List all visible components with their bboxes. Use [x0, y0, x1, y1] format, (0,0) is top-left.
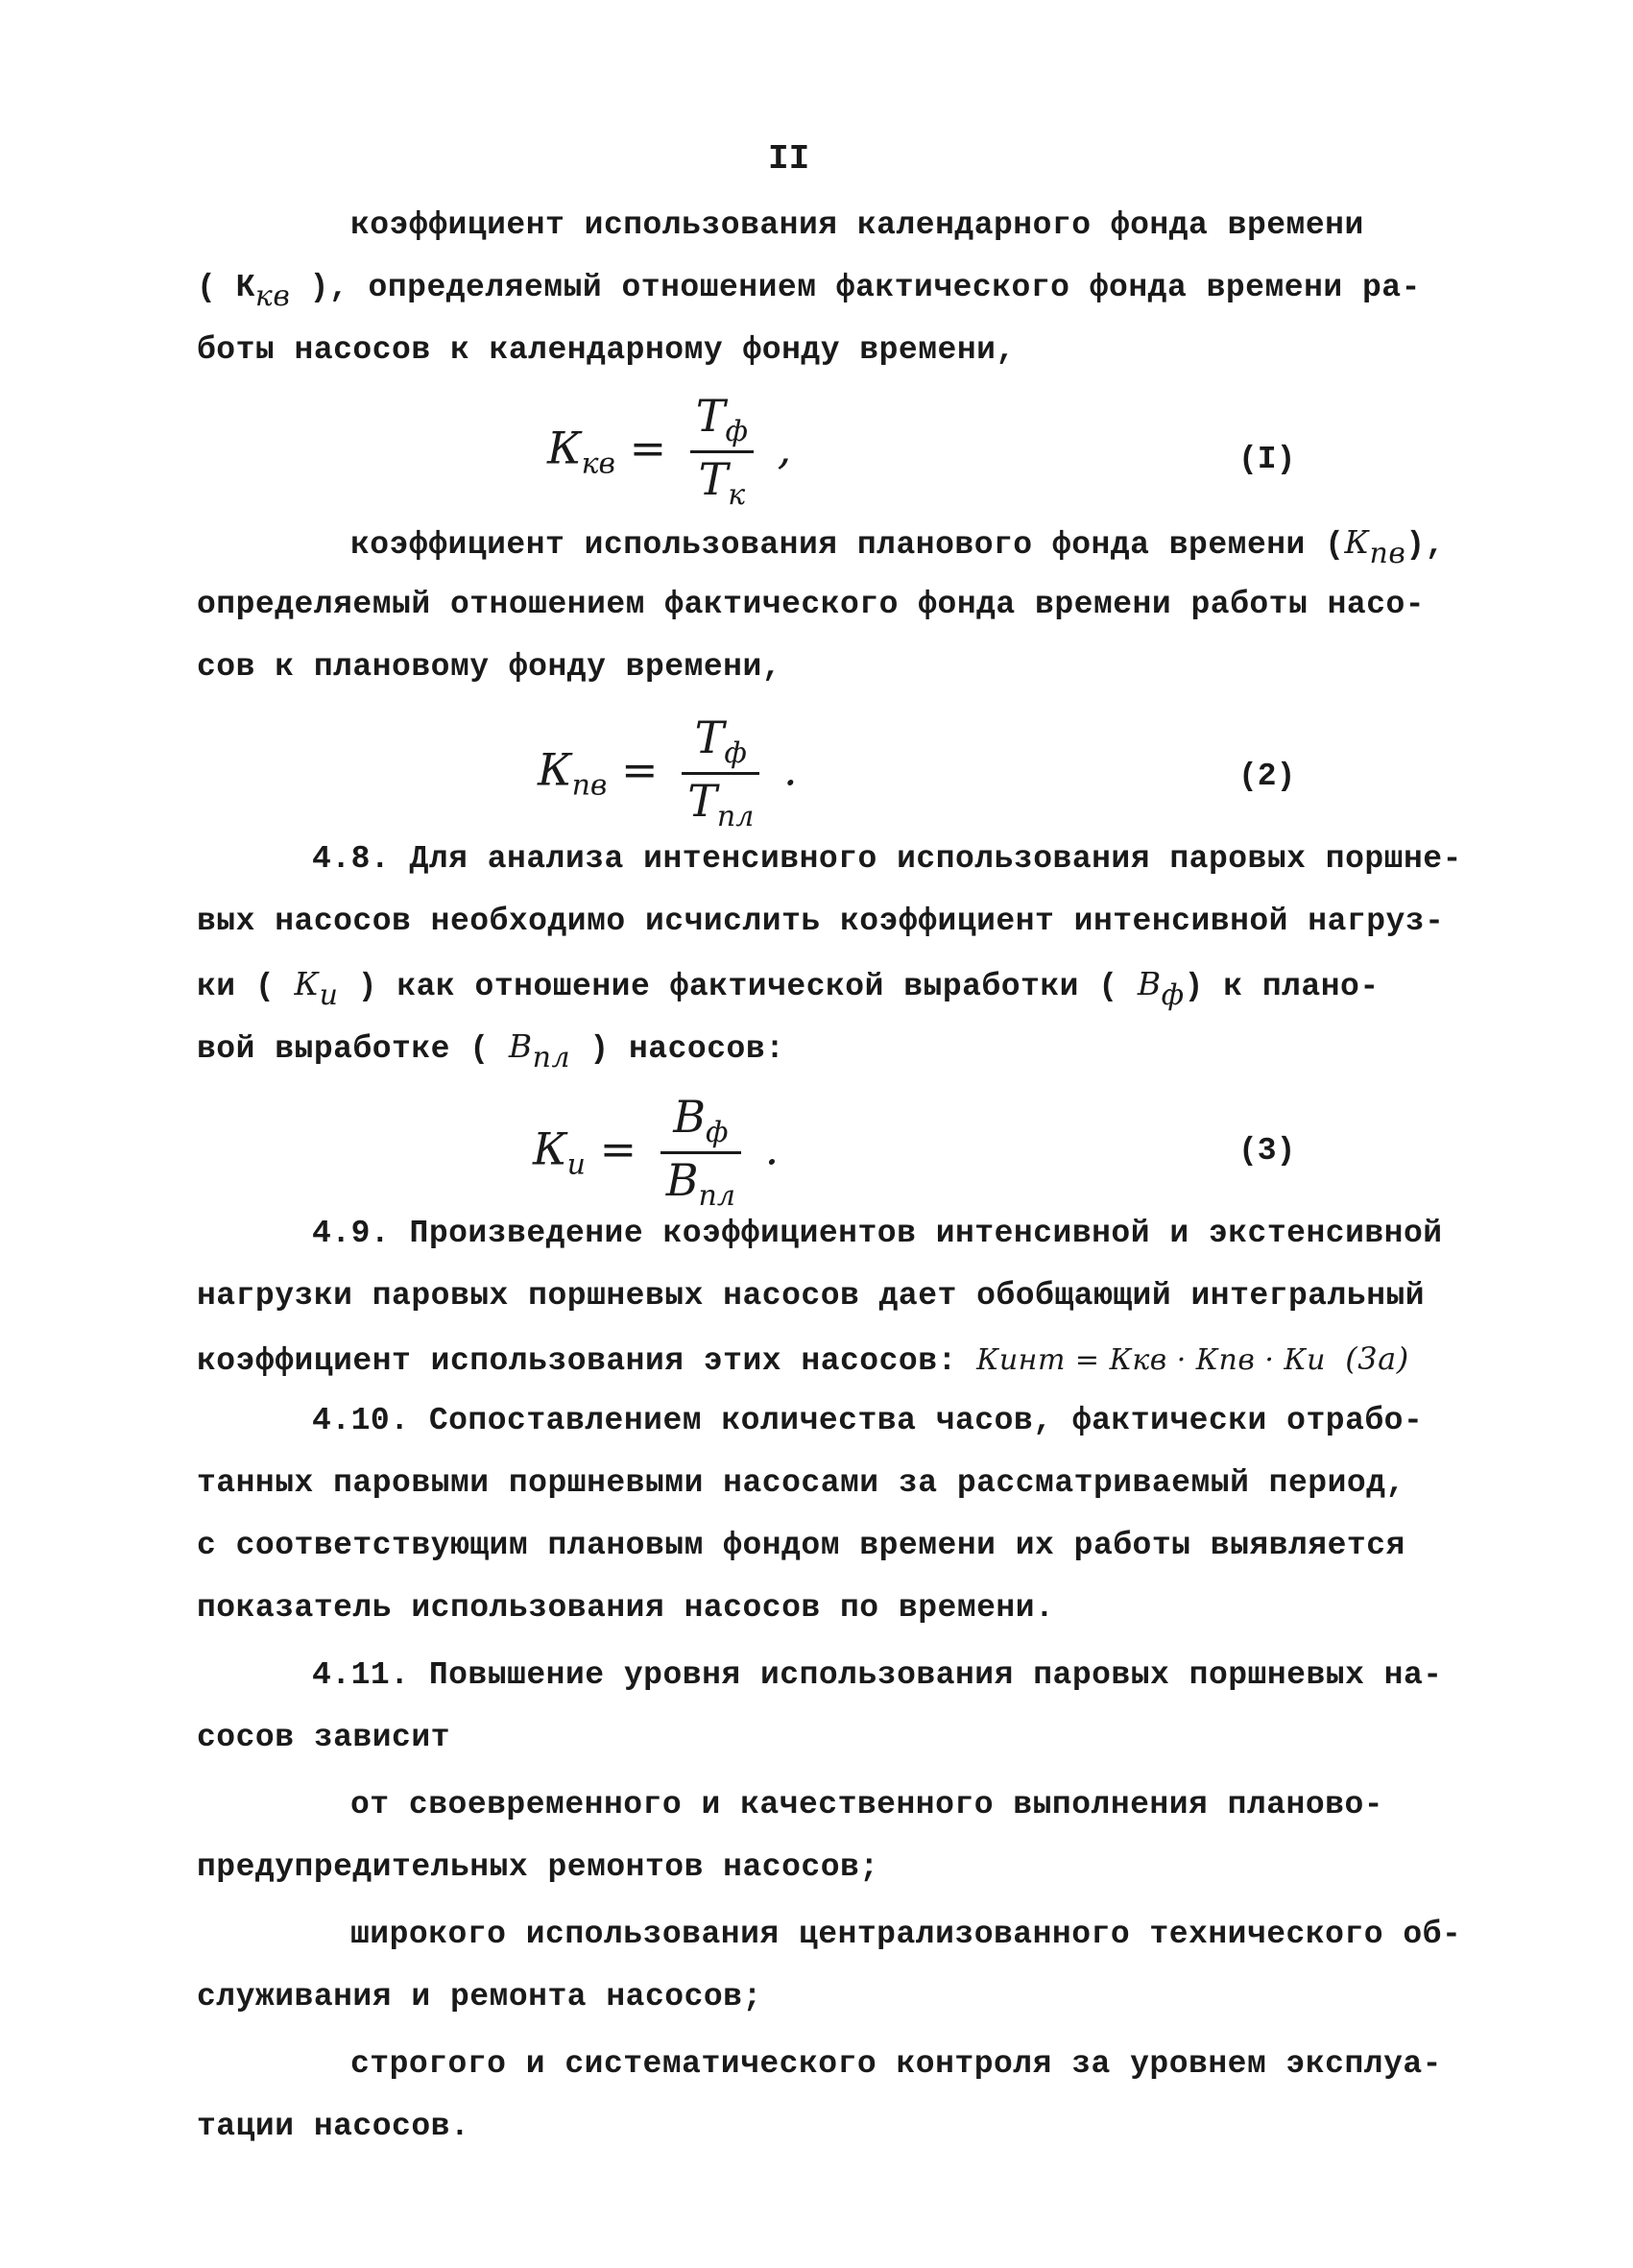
text-fragment: ), определяемый отношением фактического фонда времени ра-: [309, 270, 1421, 305]
formula-operator: =: [599, 1122, 637, 1175]
text-fragment: коэффициент использования планового фонда времени (: [350, 527, 1345, 563]
text-fragment: ( К: [197, 270, 255, 305]
text-fragment: кв: [254, 279, 291, 313]
formula-symbol: Т: [687, 775, 717, 827]
text-line: нагрузки паровых поршневых насосов дает обобщающий интегральный: [197, 1278, 1426, 1314]
formula-symbol: Т: [694, 712, 725, 763]
equation-number: (3): [1238, 1133, 1296, 1169]
fraction-numerator: [690, 390, 754, 453]
formula-punct: ,: [777, 422, 792, 474]
text-line: [197, 269, 1421, 316]
text-line: служивания и ремонта насосов;: [197, 1979, 762, 2015]
formula-fraction: [660, 1091, 741, 1213]
text-line: боты насосов к календарному фонду времени,: [197, 332, 1016, 368]
formula-operator: =: [621, 743, 659, 796]
text-fragment: ) к плано-: [1184, 969, 1380, 1004]
formula-symbol: К: [547, 422, 582, 474]
formula-subscript: и: [566, 1147, 586, 1182]
text-fragment: ),: [1405, 527, 1445, 563]
formula-3: [533, 1091, 780, 1213]
text-line: [197, 1027, 784, 1077]
fraction-denominator: [690, 453, 754, 510]
text-line: [350, 523, 1445, 573]
text-line: определяемый отношением фактического фонда времени работы насо-: [197, 587, 1426, 622]
formula-punct: .: [764, 1122, 780, 1175]
text-line: от своевременного и качественного выполнения планово-: [350, 1787, 1384, 1822]
text-line: с соответствующим плановым фондом времени их работы выявляется: [197, 1528, 1405, 1563]
fraction-denominator: [682, 775, 759, 832]
handwritten-eq-number: (3а): [1345, 1340, 1409, 1377]
text-line: 4.8. Для анализа интенсивного использования паровых поршне-: [312, 841, 1462, 877]
formula-fraction: [690, 390, 754, 512]
text-fragment: вой выработке (: [197, 1031, 490, 1067]
formula-subscript: пл: [698, 1179, 735, 1213]
text-fragment: В: [508, 1027, 533, 1065]
equation-number: (I): [1238, 442, 1296, 477]
fraction-numerator: [682, 712, 759, 775]
text-fragment: ) насосов:: [589, 1031, 785, 1067]
text-line: 4.9. Произведение коэффициентов интенсивной и экстенсивной: [312, 1216, 1443, 1251]
fraction-denominator: [660, 1154, 741, 1211]
formula-subscript: пв: [571, 768, 608, 803]
formula-subscript: ф: [725, 415, 748, 448]
text-line: тации насосов.: [197, 2109, 470, 2144]
formula-subscript: ф: [724, 736, 747, 770]
text-fragment: К: [294, 965, 320, 1002]
formula-symbol: Т: [695, 390, 726, 442]
formula-subscript: пл: [716, 800, 755, 833]
formula-operator: =: [629, 422, 667, 474]
formula-symbol: К: [538, 743, 572, 796]
text-fragment: К: [1344, 523, 1370, 561]
formula-symbol: В: [665, 1154, 699, 1206]
formula-2: [538, 712, 798, 833]
formula-subscript: кв: [581, 446, 615, 481]
formula-symbol: Т: [698, 453, 729, 505]
text-line: показатель использования насосов по времени.: [197, 1590, 1055, 1626]
formula-symbol: В: [673, 1091, 707, 1143]
text-line: строгого и систематического контроля за уровнем эксплуа-: [350, 2046, 1442, 2082]
text-line: сов к плановому фонду времени,: [197, 649, 782, 685]
text-line: [197, 1339, 1409, 1381]
formula-fraction: [682, 712, 759, 833]
text-fragment: ф: [1161, 978, 1185, 1012]
text-line: широкого использования централизованного технического об-: [350, 1917, 1462, 1952]
text-fragment: В: [1137, 965, 1162, 1002]
text-line: сосов зависит: [197, 1720, 450, 1755]
formula-1: [547, 390, 792, 512]
equation-number: (2): [1238, 759, 1296, 794]
formula-symbol: К: [533, 1122, 567, 1175]
text-fragment: ки (: [197, 969, 276, 1004]
handwritten-formula: Кинт = Ккв · Кпв · Ки: [976, 1343, 1326, 1377]
text-line: вых насосов необходимо исчислить коэффициент интенсивной нагруз-: [197, 904, 1445, 939]
text-line: танных паровыми поршневыми насосами за рассматриваемый период,: [197, 1465, 1405, 1501]
text-fragment: пв: [1369, 537, 1406, 570]
text-fragment: коэффициент использования этих насосов:: [197, 1343, 957, 1379]
formula-punct: .: [782, 743, 798, 796]
page-number: II: [768, 139, 810, 179]
text-line: 4.11. Повышение уровня использования паровых поршневых на-: [312, 1657, 1443, 1693]
text-fragment: пл: [532, 1041, 571, 1074]
text-line: [197, 965, 1380, 1015]
text-line: коэффициент использования календарного фонда времени: [350, 207, 1364, 243]
text-line: 4.10. Сопоставлением количества часов, фактически отрабо-: [312, 1403, 1424, 1438]
fraction-numerator: [660, 1091, 741, 1154]
text-fragment: и: [319, 978, 339, 1012]
text-line: предупредительных ремонтов насосов;: [197, 1849, 879, 1885]
formula-subscript: к: [728, 478, 746, 512]
text-fragment: ) как отношение фактической выработки (: [357, 969, 1118, 1004]
formula-subscript: ф: [706, 1116, 729, 1149]
